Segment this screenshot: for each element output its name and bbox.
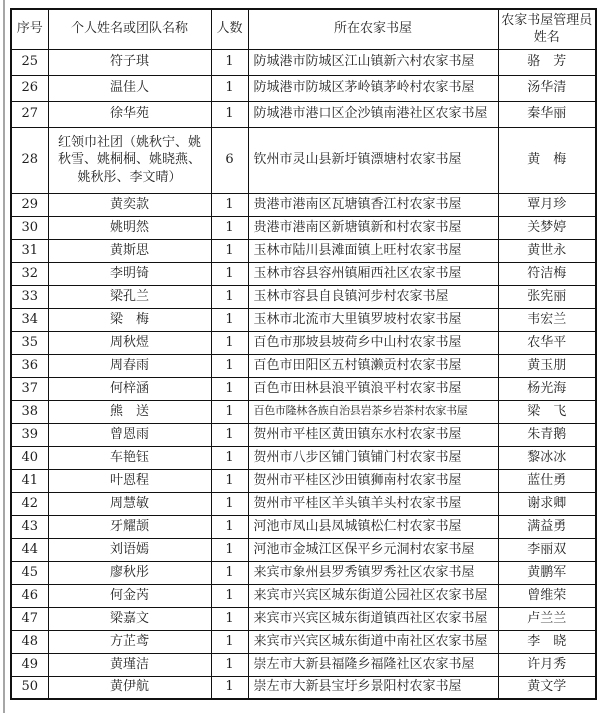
table-row [11, 239, 596, 262]
cell-admin-name: 曾维荣 [498, 584, 596, 607]
cell-person-or-team-name: 李明锜 [48, 262, 211, 285]
cell-people-count: 1 [211, 308, 248, 331]
cell-library-location: 玉林市容县容州镇厢西社区农家书屋 [248, 262, 498, 285]
table-row [11, 515, 596, 538]
cell-admin-name: 卢兰兰 [498, 607, 596, 630]
cell-people-count: 1 [211, 653, 248, 676]
cell-person-or-team-name: 黄瑾洁 [48, 653, 211, 676]
cell-serial-number: 47 [11, 607, 48, 630]
cell-person-or-team-name: 梁 梅 [48, 308, 211, 331]
cell-admin-name: 黎冰冰 [498, 446, 596, 469]
table-row [11, 423, 596, 446]
cell-library-location: 崇左市大新县福隆乡福隆社区农家书屋 [248, 653, 498, 676]
cell-serial-number: 28 [11, 127, 48, 193]
cell-people-count: 1 [211, 676, 248, 699]
cell-admin-name: 李 晓 [498, 630, 596, 653]
cell-admin-name: 汤华清 [498, 75, 596, 101]
cell-person-or-team-name: 周秋煜 [48, 331, 211, 354]
cell-library-location: 贺州市八步区铺门镇铺门村农家书屋 [248, 446, 498, 469]
cell-people-count: 1 [211, 446, 248, 469]
cell-people-count: 1 [211, 607, 248, 630]
cell-person-or-team-name: 梁孔兰 [48, 285, 211, 308]
cell-admin-name: 谢求卿 [498, 492, 596, 515]
table-row [11, 561, 596, 584]
col-header-admin: 农家书屋管理员姓名 [498, 9, 596, 49]
cell-person-or-team-name: 叶恩程 [48, 469, 211, 492]
cell-library-location: 来宾市象州县罗秀镇罗秀社区农家书屋 [248, 561, 498, 584]
col-header-count: 人数 [211, 9, 248, 49]
cell-people-count: 1 [211, 285, 248, 308]
table-row [11, 377, 596, 400]
table-row [11, 630, 596, 653]
cell-admin-name: 秦华丽 [498, 101, 596, 127]
cell-people-count: 1 [211, 561, 248, 584]
award-table [10, 8, 597, 700]
cell-people-count: 1 [211, 584, 248, 607]
cell-admin-name: 黄 梅 [498, 127, 596, 193]
cell-library-location: 贺州市平桂区黄田镇东水村农家书屋 [248, 423, 498, 446]
cell-admin-name: 张宪丽 [498, 285, 596, 308]
cell-serial-number: 26 [11, 75, 48, 101]
cell-library-location: 河池市凤山县凤城镇松仁村农家书屋 [248, 515, 498, 538]
cell-serial-number: 50 [11, 676, 48, 699]
cell-people-count: 1 [211, 216, 248, 239]
table-row [11, 308, 596, 331]
cell-serial-number: 29 [11, 193, 48, 216]
cell-person-or-team-name: 姚明然 [48, 216, 211, 239]
cell-admin-name: 朱青鹅 [498, 423, 596, 446]
cell-library-location: 百色市田阳区五村镇濑贡村农家书屋 [248, 354, 498, 377]
cell-admin-name: 蓝仕勇 [498, 469, 596, 492]
cell-people-count: 1 [211, 423, 248, 446]
cell-library-location: 玉林市容县自良镇河步村农家书屋 [248, 285, 498, 308]
cell-person-or-team-name: 梁嘉文 [48, 607, 211, 630]
cell-serial-number: 39 [11, 423, 48, 446]
cell-library-location: 河池市金城江区保平乡元洞村农家书屋 [248, 538, 498, 561]
cell-person-or-team-name: 徐华苑 [48, 101, 211, 127]
cell-people-count: 1 [211, 492, 248, 515]
cell-library-location: 百色市那坡县坡荷乡中山村农家书屋 [248, 331, 498, 354]
cell-person-or-team-name: 黄伊航 [48, 676, 211, 699]
table-row [11, 607, 596, 630]
cell-serial-number: 41 [11, 469, 48, 492]
cell-admin-name: 许月秀 [498, 653, 596, 676]
cell-library-location: 百色市田林县浪平镇浪平村农家书屋 [248, 377, 498, 400]
cell-serial-number: 40 [11, 446, 48, 469]
cell-library-location: 钦州市灵山县新圩镇漂塘村农家书屋 [248, 127, 498, 193]
cell-library-location: 防城港市港口区企沙镇南港社区农家书屋 [248, 101, 498, 127]
cell-people-count: 1 [211, 49, 248, 75]
table-row [11, 653, 596, 676]
cell-admin-name: 李丽双 [498, 538, 596, 561]
cell-library-location: 玉林市陆川县滩面镇上旺村农家书屋 [248, 239, 498, 262]
cell-people-count: 1 [211, 239, 248, 262]
cell-admin-name: 黄文学 [498, 676, 596, 699]
cell-serial-number: 36 [11, 354, 48, 377]
cell-people-count: 1 [211, 515, 248, 538]
cell-person-or-team-name: 何梓涵 [48, 377, 211, 400]
table-row [11, 193, 596, 216]
cell-people-count: 1 [211, 354, 248, 377]
cell-serial-number: 44 [11, 538, 48, 561]
cell-person-or-team-name: 何金芮 [48, 584, 211, 607]
cell-person-or-team-name: 熊 送 [48, 400, 211, 423]
table-row [11, 262, 596, 285]
cell-admin-name: 符洁梅 [498, 262, 596, 285]
cell-serial-number: 46 [11, 584, 48, 607]
cell-serial-number: 45 [11, 561, 48, 584]
cell-serial-number: 31 [11, 239, 48, 262]
cell-people-count: 1 [211, 630, 248, 653]
cell-person-or-team-name: 周慧敏 [48, 492, 211, 515]
cell-admin-name: 杨光海 [498, 377, 596, 400]
table-row [11, 676, 596, 699]
cell-library-location: 贺州市平桂区羊头镇羊头村农家书屋 [248, 492, 498, 515]
cell-serial-number: 34 [11, 308, 48, 331]
header-row [11, 9, 596, 49]
cell-library-location: 来宾市兴宾区城东街道镇西社区农家书屋 [248, 607, 498, 630]
cell-admin-name: 满益勇 [498, 515, 596, 538]
col-header-library: 所在农家书屋 [248, 9, 498, 49]
cell-library-location: 贺州市平桂区沙田镇狮南村农家书屋 [248, 469, 498, 492]
award-table-container [10, 8, 597, 700]
cell-people-count: 1 [211, 331, 248, 354]
cell-serial-number: 32 [11, 262, 48, 285]
cell-serial-number: 43 [11, 515, 48, 538]
cell-people-count: 1 [211, 101, 248, 127]
cell-admin-name: 黄玉朋 [498, 354, 596, 377]
table-row [11, 216, 596, 239]
cell-serial-number: 33 [11, 285, 48, 308]
cell-admin-name: 覃月珍 [498, 193, 596, 216]
cell-people-count: 1 [211, 377, 248, 400]
cell-person-or-team-name: 红领巾社团（姚秋宁、姚秋雪、姚桐桐、姚晓燕、姚秋彤、李文晴） [48, 127, 211, 193]
table-body [11, 49, 596, 699]
table-row [11, 492, 596, 515]
cell-serial-number: 42 [11, 492, 48, 515]
cell-admin-name: 黄世永 [498, 239, 596, 262]
table-row [11, 75, 596, 101]
cell-person-or-team-name: 曾恩雨 [48, 423, 211, 446]
cell-admin-name: 黄鹏军 [498, 561, 596, 584]
cell-serial-number: 48 [11, 630, 48, 653]
cell-person-or-team-name: 符子琪 [48, 49, 211, 75]
col-header-name: 个人姓名或团队名称 [48, 9, 211, 49]
table-row [11, 469, 596, 492]
cell-library-location: 来宾市兴宾区城东街道中南社区农家书屋 [248, 630, 498, 653]
cell-library-location: 贵港市港南区瓦塘镇香江村农家书屋 [248, 193, 498, 216]
table-row [11, 49, 596, 75]
page-edge-line [3, 0, 5, 713]
cell-person-or-team-name: 牙耀颉 [48, 515, 211, 538]
cell-library-location: 崇左市大新县宝圩乡景阳村农家书屋 [248, 676, 498, 699]
table-row [11, 584, 596, 607]
cell-serial-number: 30 [11, 216, 48, 239]
table-row [11, 331, 596, 354]
cell-person-or-team-name: 刘语嫣 [48, 538, 211, 561]
table-row [11, 446, 596, 469]
cell-person-or-team-name: 温佳人 [48, 75, 211, 101]
cell-person-or-team-name: 黄奕款 [48, 193, 211, 216]
cell-library-location: 玉林市北流市大里镇罗坡村农家书屋 [248, 308, 498, 331]
cell-people-count: 6 [211, 127, 248, 193]
cell-serial-number: 25 [11, 49, 48, 75]
cell-serial-number: 49 [11, 653, 48, 676]
cell-people-count: 1 [211, 75, 248, 101]
cell-serial-number: 37 [11, 377, 48, 400]
table-row [11, 285, 596, 308]
cell-admin-name: 骆 芳 [498, 49, 596, 75]
col-header-no: 序号 [11, 9, 48, 49]
cell-people-count: 1 [211, 262, 248, 285]
cell-person-or-team-name: 车艳钰 [48, 446, 211, 469]
cell-admin-name: 梁 飞 [498, 400, 596, 423]
cell-people-count: 1 [211, 469, 248, 492]
table-row [11, 127, 596, 193]
table-row [11, 354, 596, 377]
cell-serial-number: 27 [11, 101, 48, 127]
table-row [11, 400, 596, 423]
cell-library-location: 来宾市兴宾区城东街道公园社区农家书屋 [248, 584, 498, 607]
cell-people-count: 1 [211, 538, 248, 561]
cell-serial-number: 38 [11, 400, 48, 423]
cell-person-or-team-name: 廖秋彤 [48, 561, 211, 584]
cell-library-location: 防城港市防城区茅岭镇茅岭村农家书屋 [248, 75, 498, 101]
cell-library-location: 百色市隆林各族自治县岩茶乡岩茶村农家书屋 [248, 400, 498, 423]
cell-person-or-team-name: 周春雨 [48, 354, 211, 377]
cell-library-location: 贵港市港南区新塘镇新和村农家书屋 [248, 216, 498, 239]
cell-serial-number: 35 [11, 331, 48, 354]
table-row [11, 538, 596, 561]
cell-people-count: 1 [211, 400, 248, 423]
cell-admin-name: 关梦婷 [498, 216, 596, 239]
cell-person-or-team-name: 方芷鸢 [48, 630, 211, 653]
table-row [11, 101, 596, 127]
cell-library-location: 防城港市防城区江山镇新六村农家书屋 [248, 49, 498, 75]
cell-people-count: 1 [211, 193, 248, 216]
cell-person-or-team-name: 黄斯思 [48, 239, 211, 262]
cell-admin-name: 韦宏兰 [498, 308, 596, 331]
cell-admin-name: 农华平 [498, 331, 596, 354]
